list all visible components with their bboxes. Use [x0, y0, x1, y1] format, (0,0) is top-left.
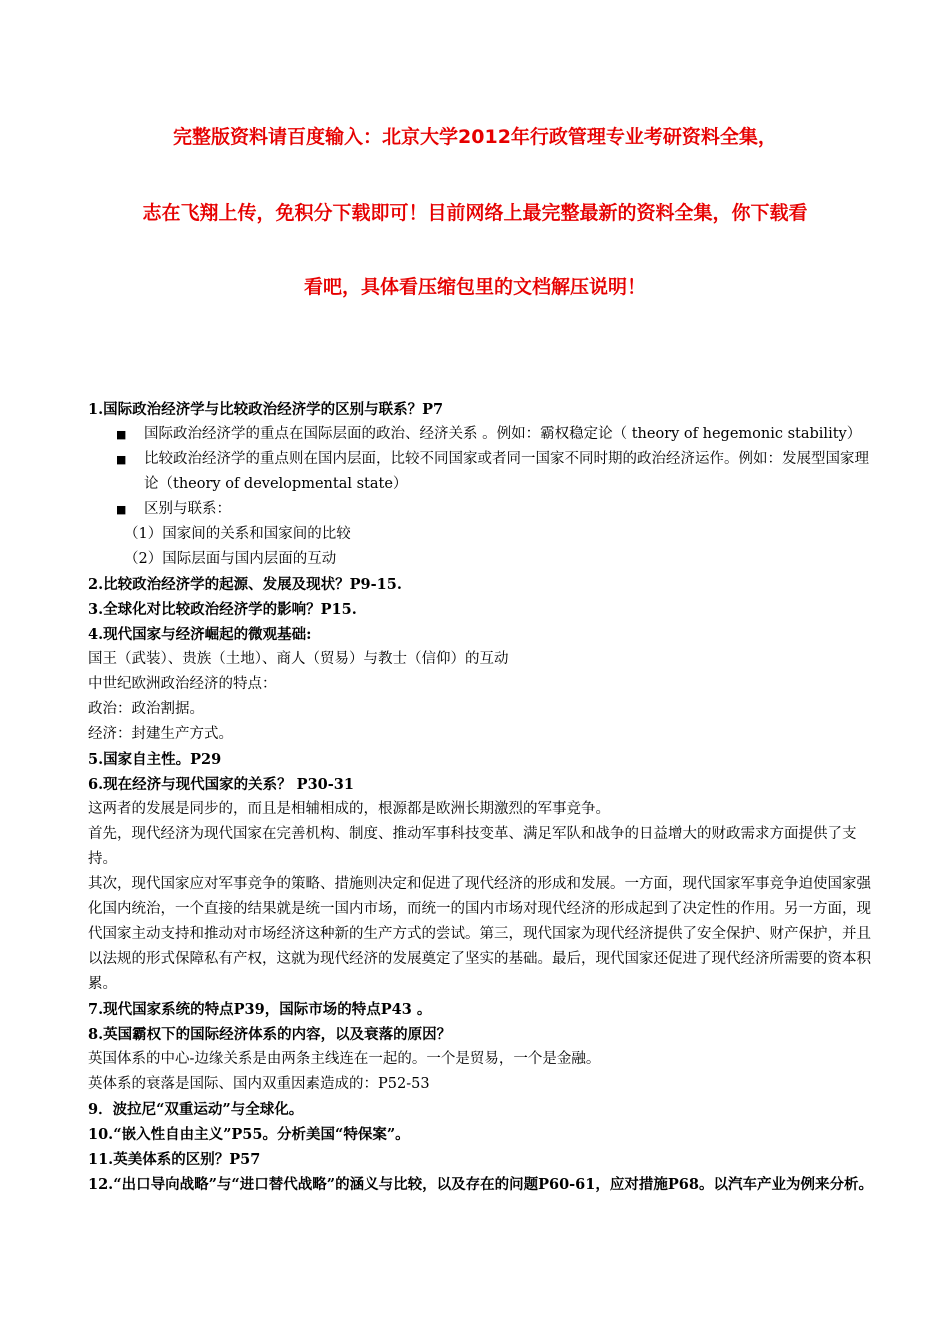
paragraph: 经济：封建生产方式。 [88, 726, 233, 742]
paragraph: 首先，现代经济为现代国家在完善机构、制度、推动军事科技变革、满足军队和战争的日益增大的财政需求方面提供了支持。 [88, 826, 857, 867]
question-5-title: 5.国家自主性。P29 [88, 751, 222, 768]
list-item-text: 比较政治经济学的重点则在国内层面，比较不同国家或者同一国家不同时期的政治经济运作。例如：发展型国家理论（theory of developmental state） [144, 451, 869, 492]
paragraph: 中世纪欧洲政治经济的特点： [88, 676, 277, 692]
list-item-text: 区别与联系： [144, 501, 231, 517]
question-7-title: 7.现代国家系统的特点P39，国际市场的特点P43 。 [88, 1001, 432, 1018]
sub-item: （2）国际层面与国内层面的互动 [124, 551, 337, 567]
question-11-title: 11.英美体系的区别？P57 [88, 1151, 261, 1168]
banner-line-2: 志在飞翔上传，免积分下载即可！目前网络上最完整最新的资料全集，你下载看 [142, 202, 808, 224]
document-body [88, 397, 878, 1197]
square-bullet-icon: ■ [116, 453, 127, 466]
list-item [88, 497, 878, 522]
paragraph: 英体系的衰落是国际、国内双重因素造成的：P52-53 [88, 1076, 430, 1092]
banner-line-1: 完整版资料请百度输入：北京大学2012年行政管理专业考研资料全集， [173, 126, 777, 148]
banner-line-3: 看吧，具体看压缩包里的文档解压说明！ [303, 276, 646, 298]
square-bullet-icon: ■ [116, 428, 127, 441]
question-10-title: 10.“嵌入性自由主义”P55。分析美国“特保案”。 [88, 1126, 410, 1143]
question-6-title: 6.现在经济与现代国家的关系？ P30-31 [88, 776, 354, 793]
sub-item: （1）国家间的关系和国家间的比较 [124, 526, 351, 542]
question-8-title: 8.英国霸权下的国际经济体系的内容，以及衰落的原因？ [88, 1026, 452, 1043]
question-12-title: 12.“出口导向战略”与“进口替代战略”的涵义与比较，以及存在的问题P60-61，应对措施P68。以汽车产业为例来分析。 [88, 1176, 873, 1193]
question-3-title: 3.全球化对比较政治经济学的影响？P15. [88, 601, 357, 618]
question-9-title: 9．波拉尼“双重运动”与全球化。 [88, 1101, 304, 1118]
paragraph: 英国体系的中心-边缘关系是由两条主线连在一起的。一个是贸易，一个是金融。 [88, 1051, 601, 1067]
list-item [88, 447, 878, 497]
list-item [88, 422, 878, 447]
question-1-title: 1.国际政治经济学与比较政治经济学的区别与联系？P7 [88, 401, 444, 418]
paragraph: 其次，现代国家应对军事竞争的策略、措施则决定和促进了现代经济的形成和发展。一方面，现代国家军事竞争迫使国家强化国内统治，一个直接的结果就是统一国内市场，而统一的国内市场对现代经济的形成起到了决定性的作用。另一方面，现代国家主动支持和推动对市场经济这种新的生产方式的尝试。第三，现代国家为现代经济提供了安全保护、财产保护，并且以法规的形式保障私有产权，这就为现代经济的发展奠定了坚实的基础。最后，现代国家还促进了现代经济所需要的资本积累。 [88, 876, 871, 992]
paragraph: 政治：政治割据。 [88, 701, 204, 717]
list-item-text: 国际政治经济学的重点在国际层面的政治、经济关系 。例如：霸权稳定论（ theory of hegemonic stability） [144, 426, 862, 442]
paragraph: 这两者的发展是同步的，而且是相辅相成的，根源都是欧洲长期激烈的军事竞争。 [88, 801, 610, 817]
question-4-title: 4.现代国家与经济崛起的微观基础: [88, 626, 312, 643]
question-2-title: 2.比较政治经济学的起源、发展及现状？P9-15. [88, 576, 402, 593]
paragraph: 国王（武装）、贵族（土地）、商人（贸易）与教士（信仰）的互动 [88, 651, 509, 667]
square-bullet-icon: ■ [116, 503, 127, 516]
